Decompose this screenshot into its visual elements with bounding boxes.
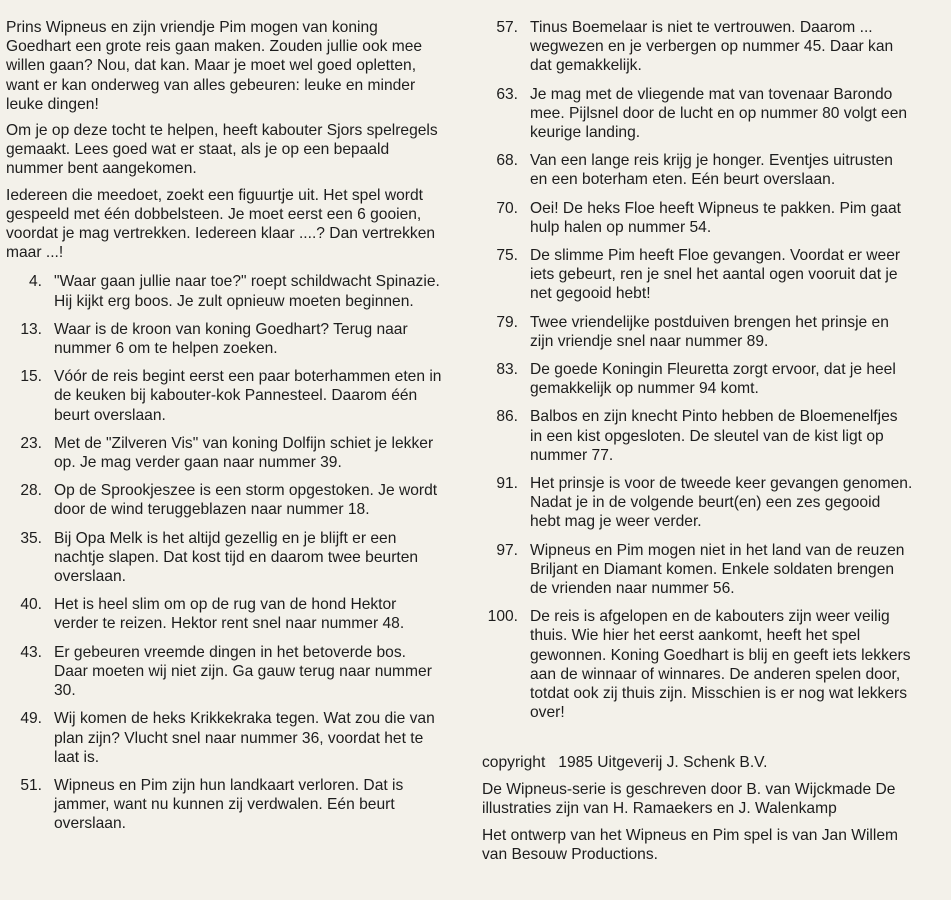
- rule-item: [6, 481, 442, 519]
- rule-item: [482, 313, 914, 351]
- rule-text: Wij komen de heks Krikkekraka tegen. Wat zou die van plan zijn? Vlucht snel naar nummer 36, voordat het te laat is.: [54, 710, 435, 766]
- rule-text: Je mag met de vliegende mat van tovenaar Barondo mee. Pijlsnel door de lucht en op nummer 80 volgt een keurige landing.: [530, 85, 908, 142]
- rule-text: Vóór de reis begint eerst een paar boterhammen eten in de keuken bij kabouter-kok Pannesteel. Daarom één beurt overslaan.: [54, 368, 442, 424]
- rule-number: 63.: [496, 85, 518, 103]
- rule-text: Tinus Boemelaar is niet te vertrouwen. Daarom ... wegwezen en je verbergen op nummer 45. Daar kan dat gemakkelijk.: [530, 19, 894, 75]
- rule-item: [6, 709, 442, 767]
- rule-number: 28.: [20, 482, 42, 500]
- rule-number: 91.: [496, 475, 518, 493]
- rule-number: 40.: [20, 596, 42, 614]
- copyright-line: copyright 1985 Uitgeverij J. Schenk B.V.: [482, 753, 768, 771]
- rule-item: [482, 85, 914, 143]
- intro-paragraph: Prins Wipneus en zijn vriendje Pim mogen van koning Goedhart een grote reis gaan maken. Zouden jullie ook mee willen gaan? Nou, dat kan. Maar je moet wel goed opletten, want er kan onderweg van alles gebeuren: leuke en minder leuke dingen!: [6, 19, 423, 113]
- rule-item: [6, 272, 442, 310]
- rule-text: Twee vriendelijke postduiven brengen het prinsje en zijn vriendje snel naar nummer 89.: [530, 313, 889, 350]
- rule-item: [482, 151, 914, 189]
- rule-item: [6, 367, 442, 425]
- design-credit: Het ontwerp van het Wipneus en Pim spel is van Jan Willem van Besouw Productions.: [482, 827, 899, 864]
- rule-text: De goede Koningin Fleuretta zorgt ervoor, dat je heel gemakkelijk op nummer 94 komt.: [530, 361, 896, 398]
- rule-item: [6, 529, 442, 587]
- intro: [6, 18, 442, 262]
- rule-number: 23.: [20, 434, 42, 452]
- rule-number: 13.: [20, 320, 42, 338]
- rule-text: "Waar gaan jullie naar toe?" roept schildwacht Spinazie. Hij kijkt erg boos. Je zult opnieuw moeten beginnen.: [54, 273, 440, 310]
- rule-number: 51.: [20, 776, 42, 794]
- rule-text: Balbos en zijn knecht Pinto hebben de Bloemenelfjes in een kist opgesloten. De sleutel van de kist ligt op nummer 77.: [530, 408, 898, 464]
- rule-text: Op de Sprookjeszee is een storm opgestoken. Je wordt door de wind teruggeblazen naar nummer 18.: [54, 482, 438, 519]
- series-credit: De Wipneus-serie is geschreven door B. van Wijckmade De illustraties zijn van H. Ramaekers en J. Walenkamp: [482, 780, 896, 817]
- left-column: [6, 18, 442, 843]
- rule-item: [482, 18, 914, 76]
- rule-item: [6, 434, 442, 472]
- rule-number: 43.: [20, 643, 42, 661]
- rule-number: 97.: [496, 541, 518, 559]
- rule-text: Met de "Zilveren Vis" van koning Dolfijn schiet je lekker op. Je mag verder gaan naar nummer 39.: [54, 434, 434, 472]
- rule-text: Het prinsje is voor de tweede keer gevangen genomen. Nadat je in de volgende beurt(en) een zes gegooid hebt mag je weer verder.: [530, 475, 913, 531]
- rule-item: [6, 595, 442, 633]
- rule-text: Er gebeuren vreemde dingen in het betoverde bos. Daar moeten wij niet zijn. Ga gauw terug naar nummer 30.: [54, 643, 432, 700]
- rule-number: 79.: [496, 313, 518, 331]
- rules-list-left: [6, 272, 442, 833]
- rule-item: [482, 246, 914, 304]
- rule-number: 83.: [496, 361, 518, 379]
- rule-text: Bij Opa Melk is het altijd gezellig en je blijft er een nachtje slapen. Dat kost tijd en daarom twee beurten overslaan.: [54, 529, 419, 586]
- rule-item: [482, 474, 914, 532]
- rule-text: De reis is afgelopen en de kabouters zijn weer veilig thuis. Wie hier het eerst aankomt, heeft het spel gewonnen. Koning Goedhart is blij en geeft iets lekkers aan de winnaar of winnares. De anderen spelen door, totdat ook zij thuis zijn. Misschien is er nog wat lekkers over!: [530, 608, 911, 722]
- rule-text: Het is heel slim om op de rug van de hond Hektor verder te reizen. Hektor rent snel naar nummer 48.: [54, 596, 405, 633]
- rule-text: Oei! De heks Floe heeft Wipneus te pakken. Pim gaat hulp halen op nummer 54.: [530, 199, 901, 236]
- intro-paragraph: Iedereen die meedoet, zoekt een figuurtje uit. Het spel wordt gespeeld met één dobbelsteen. Je moet eerst een 6 gooien, voordat je mag vertrekken. Iedereen klaar ....? Dan vertrekken maar ...!: [6, 186, 436, 262]
- rule-item: [6, 776, 442, 834]
- rule-item: [482, 607, 914, 722]
- rules-list-right: [482, 18, 914, 723]
- rule-item: [482, 360, 914, 398]
- rule-number: 4.: [28, 273, 42, 291]
- rule-number: 70.: [496, 199, 518, 217]
- credits: [482, 753, 914, 865]
- rule-number: 68.: [496, 152, 518, 170]
- rule-item: [482, 199, 914, 237]
- rule-text: Van een lange reis krijg je honger. Eventjes uitrusten en een boterham eten. Eén beurt overslaan.: [530, 152, 893, 189]
- rule-number: 75.: [496, 247, 518, 265]
- rule-item: [482, 407, 914, 465]
- rule-number: 35.: [20, 529, 42, 547]
- intro-paragraph: Om je op deze tocht te helpen, heeft kabouter Sjors spelregels gemaakt. Lees goed wat er staat, als je op een bepaald nummer bent aangekomen.: [6, 122, 438, 178]
- right-column: [482, 18, 914, 873]
- rule-text: Wipneus en Pim mogen niet in het land van de reuzen Briljant en Diamant komen. Enkele soldaten brengen de vrienden naar nummer 56.: [530, 541, 905, 598]
- rule-number: 100.: [487, 608, 518, 626]
- rule-item: [6, 643, 442, 701]
- rule-text: De slimme Pim heeft Floe gevangen. Voordat er weer iets gebeurt, ren je snel het aantal ogen vooruit dat je net gegooid hebt!: [530, 247, 901, 303]
- rule-text: Waar is de kroon van koning Goedhart? Terug naar nummer 6 om te helpen zoeken.: [54, 320, 408, 358]
- rule-number: 49.: [20, 710, 42, 728]
- rule-item: [482, 541, 914, 599]
- rule-item: [6, 320, 442, 358]
- rule-number: 15.: [20, 368, 42, 386]
- rule-number: 86.: [496, 408, 518, 426]
- rule-number: 57.: [496, 19, 518, 36]
- rule-text: Wipneus en Pim zijn hun landkaart verloren. Dat is jammer, want nu kunnen zij verdwalen. Eén beurt overslaan.: [54, 776, 404, 833]
